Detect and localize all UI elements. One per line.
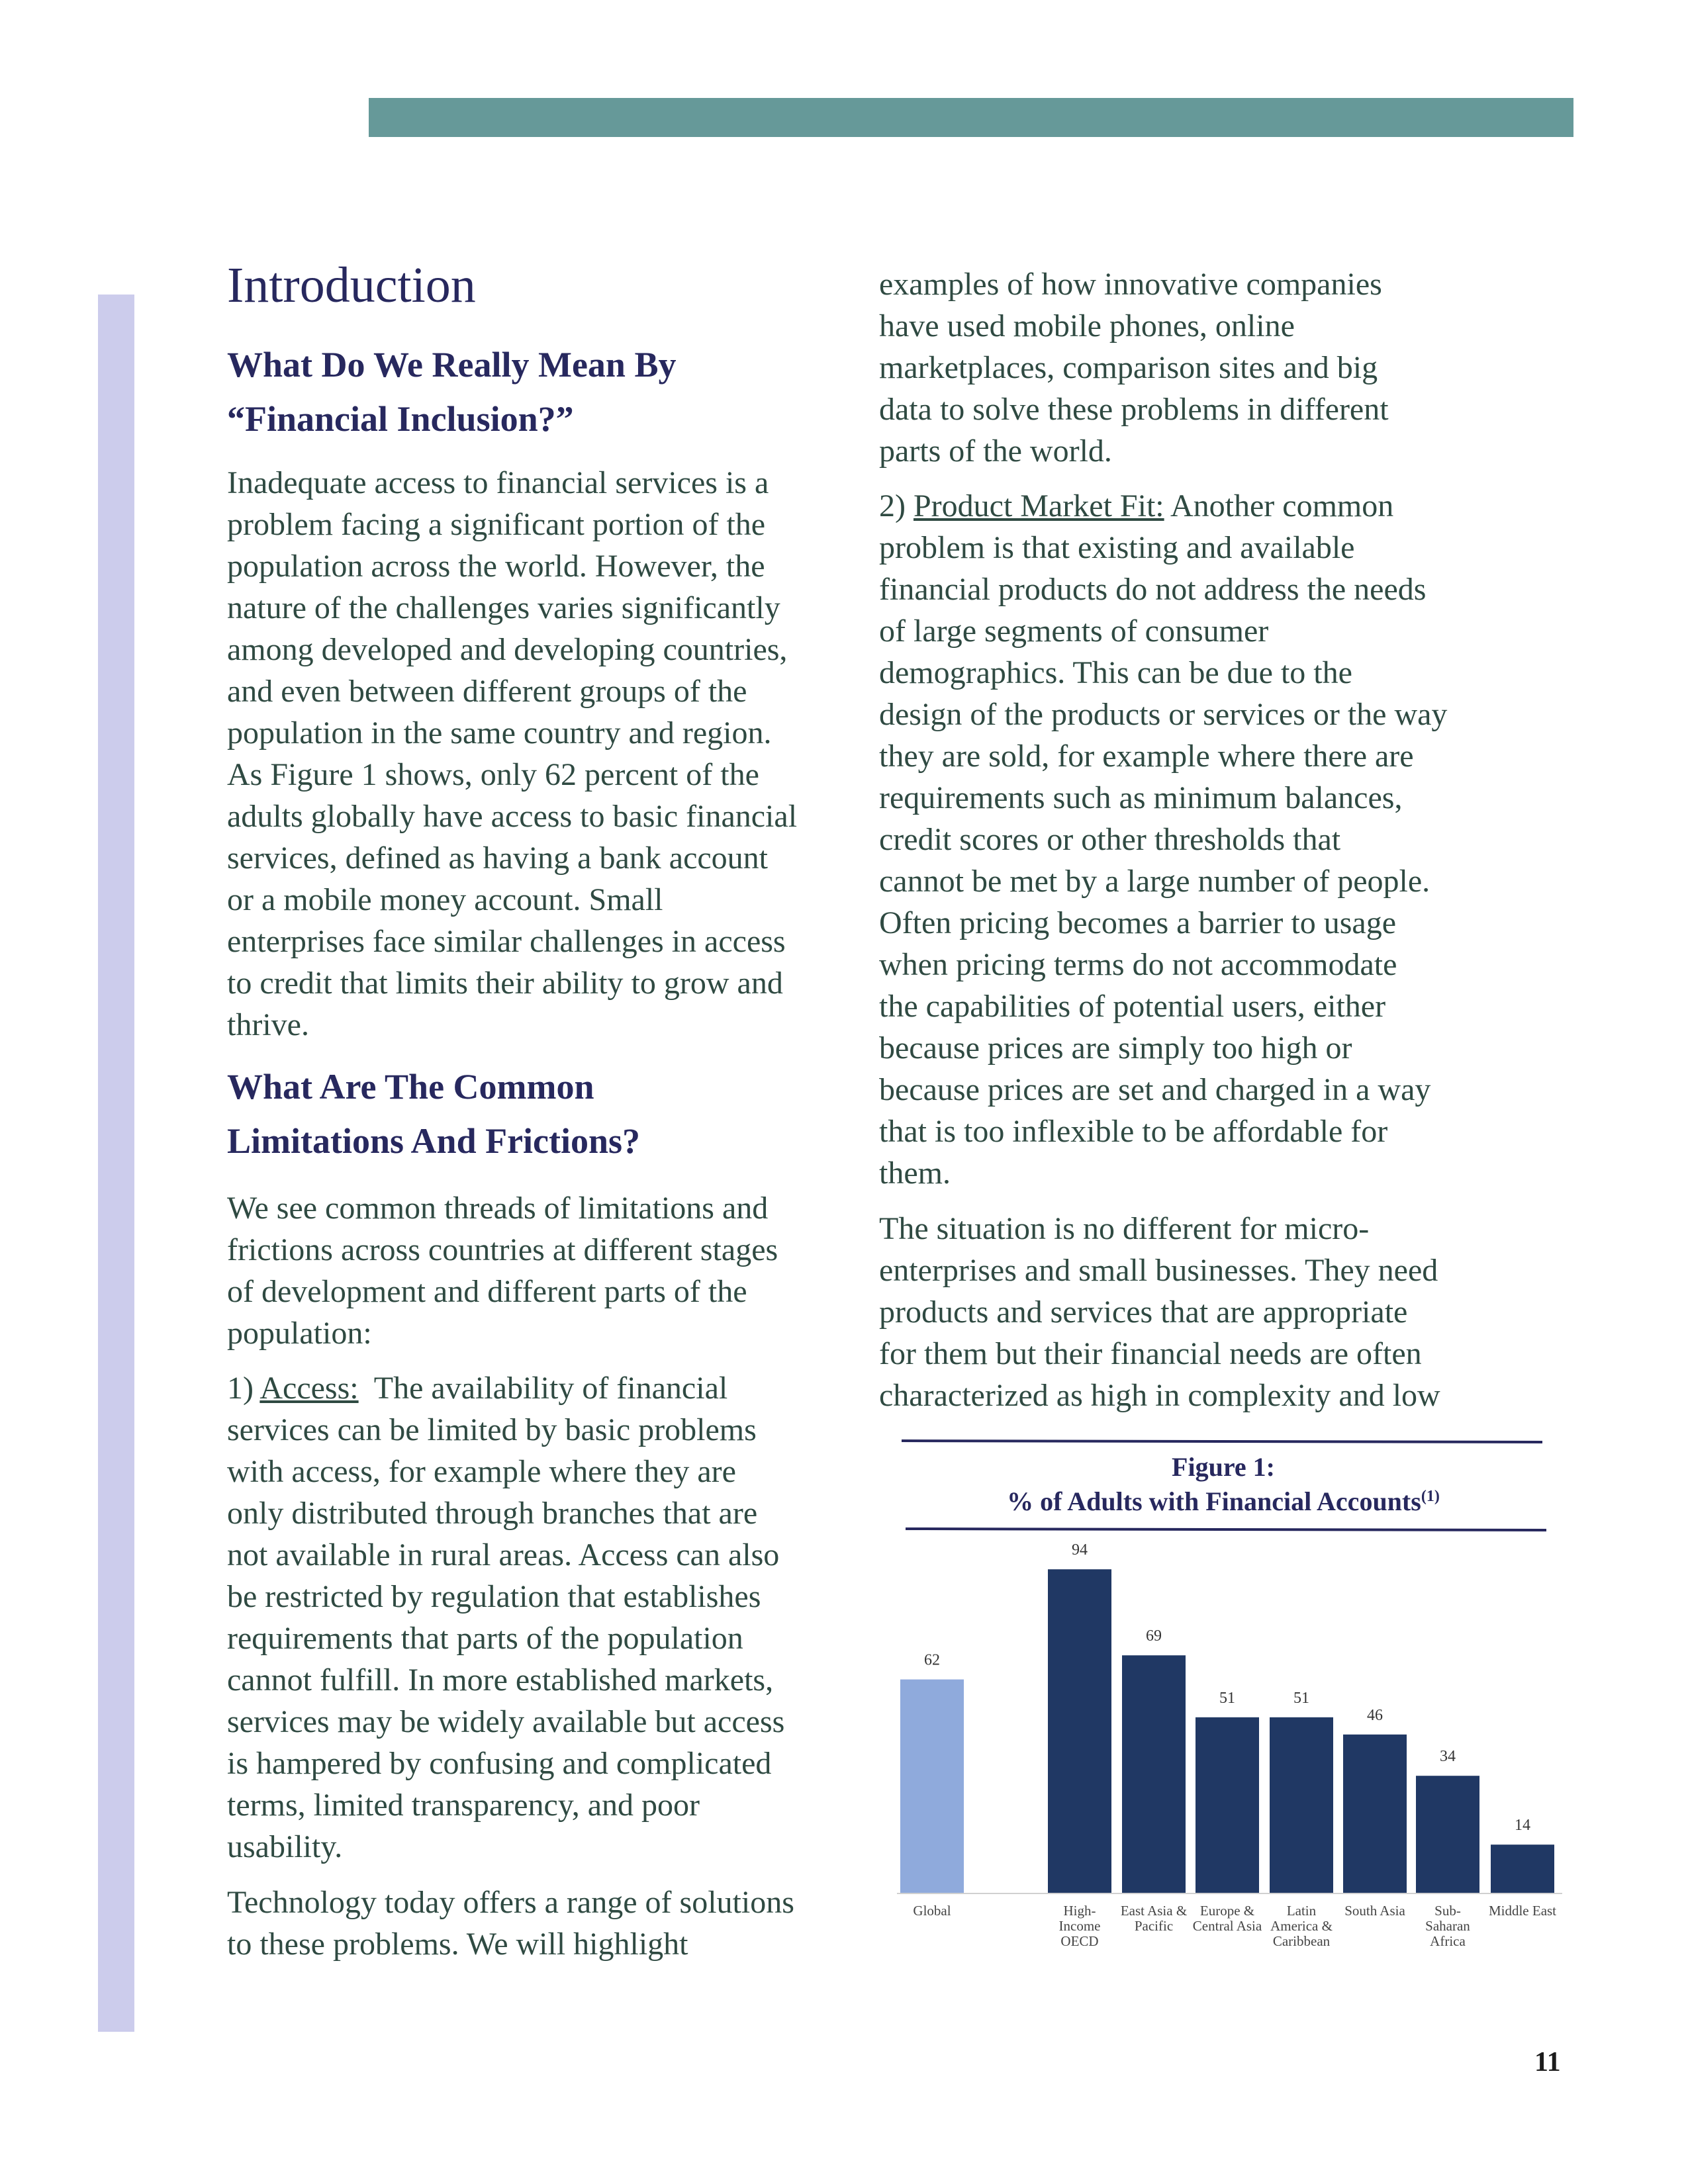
text-line: adults globally have access to basic financial: [227, 799, 798, 834]
page-title: Introduction: [227, 257, 476, 313]
category-label: Income: [1058, 1918, 1101, 1934]
text-line: services can be limited by basic problems: [227, 1412, 757, 1447]
heading-line: Limitations And Frictions?: [227, 1121, 641, 1161]
text-line: they are sold, for example where there are: [879, 739, 1414, 774]
page-number: 11: [1534, 2047, 1561, 2077]
text-line: Another common: [1164, 488, 1394, 523]
list-number: 2): [879, 488, 914, 523]
text-line: for them but their financial needs are often: [879, 1336, 1422, 1371]
data-label: 46: [1367, 1706, 1383, 1724]
text-line: population:: [227, 1316, 372, 1351]
category-label: East Asia &: [1120, 1903, 1188, 1919]
category-label: Saharan: [1425, 1918, 1470, 1934]
bar: [1491, 1844, 1554, 1893]
category-label: South Asia: [1344, 1903, 1405, 1919]
category-label: Africa: [1430, 1933, 1466, 1949]
text-line: not available in rural areas. Access can also: [227, 1537, 780, 1572]
text-line: with access, for example where they are: [227, 1454, 736, 1489]
data-label: 62: [924, 1651, 940, 1669]
chart-subtitle-footnote: (1): [1421, 1488, 1440, 1505]
text-line: The situation is no different for micro-: [879, 1211, 1370, 1246]
text-line: requirements such as minimum balances,: [879, 780, 1403, 815]
category-label: Sub-: [1434, 1903, 1461, 1919]
text-line: characterized as high in complexity and low: [879, 1378, 1440, 1413]
text-line: financial products do not address the needs: [879, 572, 1427, 607]
text-line: Technology today offers a range of solutions: [227, 1885, 794, 1920]
text-line: design of the products or services or the way: [879, 697, 1448, 732]
text-line: requirements that parts of the population: [227, 1621, 743, 1656]
text-line: We see common threads of limitations and: [227, 1191, 769, 1226]
data-label: 51: [1293, 1689, 1309, 1707]
chart-top-rule: [902, 1441, 1542, 1442]
text-line: enterprises face similar challenges in access: [227, 924, 786, 959]
text-line: to credit that limits their ability to grow and: [227, 966, 783, 1001]
category-label: Global: [913, 1903, 951, 1919]
text-line: because prices are simply too high or: [879, 1030, 1352, 1066]
chart-subtitle: [1007, 1486, 1440, 1516]
text-line: demographics. This can be due to the: [879, 655, 1352, 690]
chart-bottom-rule: [906, 1529, 1546, 1530]
bar: [1416, 1776, 1479, 1893]
text-line: and even between different groups of the: [227, 674, 747, 709]
text-line: examples of how innovative companies: [879, 267, 1382, 302]
bar: [1122, 1655, 1186, 1893]
category-label: Pacific: [1134, 1918, 1174, 1934]
bar: [1048, 1569, 1111, 1893]
data-label: 14: [1515, 1817, 1530, 1835]
text-line: cannot be met by a large number of people.: [879, 864, 1430, 899]
text-line: services may be widely available but access: [227, 1704, 785, 1739]
chart-subtitle-text: % of Adults with Financial Accounts: [1007, 1486, 1421, 1516]
text-line: problem is that existing and available: [879, 530, 1355, 565]
category-label: Europe &: [1199, 1903, 1255, 1919]
category-label: Latin: [1286, 1903, 1317, 1919]
text-line: population across the world. However, the: [227, 549, 765, 584]
text-line: Inadequate access to financial services is a: [227, 465, 769, 500]
category-label: America &: [1270, 1918, 1333, 1934]
category-label: Caribbean: [1272, 1933, 1331, 1949]
text-line: to these problems. We will highlight: [227, 1927, 688, 1962]
product-label: Product Market Fit:: [913, 488, 1164, 523]
bar: [900, 1680, 964, 1893]
text-line: because prices are set and charged in a way: [879, 1072, 1431, 1107]
text-line: of development and different parts of the: [227, 1274, 747, 1309]
text-line: marketplaces, comparison sites and big: [879, 350, 1378, 385]
text-line: or a mobile money account. Small: [227, 882, 663, 917]
text-line: cannot fulfill. In more established markets,: [227, 1662, 774, 1698]
text-line: population in the same country and region.: [227, 715, 772, 751]
category-label: Middle East: [1488, 1903, 1557, 1919]
list-number: 1): [227, 1371, 260, 1406]
category-label: High-: [1063, 1903, 1096, 1919]
text-line: services, defined as having a bank account: [227, 841, 769, 876]
text-line: Often pricing becomes a barrier to usage: [879, 905, 1397, 940]
data-label: 51: [1219, 1689, 1235, 1707]
text-line: the capabilities of potential users, either: [879, 989, 1386, 1024]
text-line: when pricing terms do not accommodate: [879, 947, 1397, 982]
bar: [1343, 1735, 1407, 1893]
data-label: 69: [1146, 1627, 1162, 1645]
text-line: enterprises and small businesses. They need: [879, 1253, 1438, 1288]
bar: [1270, 1717, 1333, 1893]
category-label: OECD: [1060, 1933, 1099, 1949]
text-line: usability.: [227, 1829, 343, 1864]
chart-title: Figure 1:: [1172, 1452, 1275, 1482]
text-line: parts of the world.: [879, 433, 1112, 469]
heading-line: What Do We Really Mean By: [227, 345, 677, 385]
text-line: terms, limited transparency, and poor: [227, 1788, 700, 1823]
heading-line: “Financial Inclusion?”: [227, 399, 574, 439]
text-line: data to solve these problems in different: [879, 392, 1389, 427]
bar: [1196, 1717, 1259, 1893]
text-line: be restricted by regulation that establishes: [227, 1579, 761, 1614]
text-line: nature of the challenges varies significantly: [227, 590, 780, 625]
access-label: Access:: [259, 1371, 359, 1406]
text-line: products and services that are appropriate: [879, 1295, 1408, 1330]
text-line: credit scores or other thresholds that: [879, 822, 1341, 857]
text-line: have used mobile phones, online: [879, 308, 1295, 343]
text-line: As Figure 1 shows, only 62 percent of the: [227, 757, 759, 792]
text-line: thrive.: [227, 1007, 309, 1042]
heading-line: What Are The Common: [227, 1067, 594, 1107]
text-line: them.: [879, 1156, 951, 1191]
text-line: that is too inflexible to be affordable for: [879, 1114, 1388, 1149]
text-line: only distributed through branches that are: [227, 1496, 758, 1531]
text-line: of large segments of consumer: [879, 614, 1269, 649]
text-line: The availability of financial: [358, 1371, 728, 1406]
data-label: 94: [1072, 1541, 1088, 1559]
text-line: among developed and developing countries,: [227, 632, 788, 667]
data-label: 34: [1440, 1748, 1456, 1766]
category-label: Central Asia: [1192, 1918, 1262, 1934]
text-line: is hampered by confusing and complicated: [227, 1746, 772, 1781]
text-line: frictions across countries at different stages: [227, 1232, 778, 1267]
text-line: problem facing a significant portion of the: [227, 507, 766, 542]
